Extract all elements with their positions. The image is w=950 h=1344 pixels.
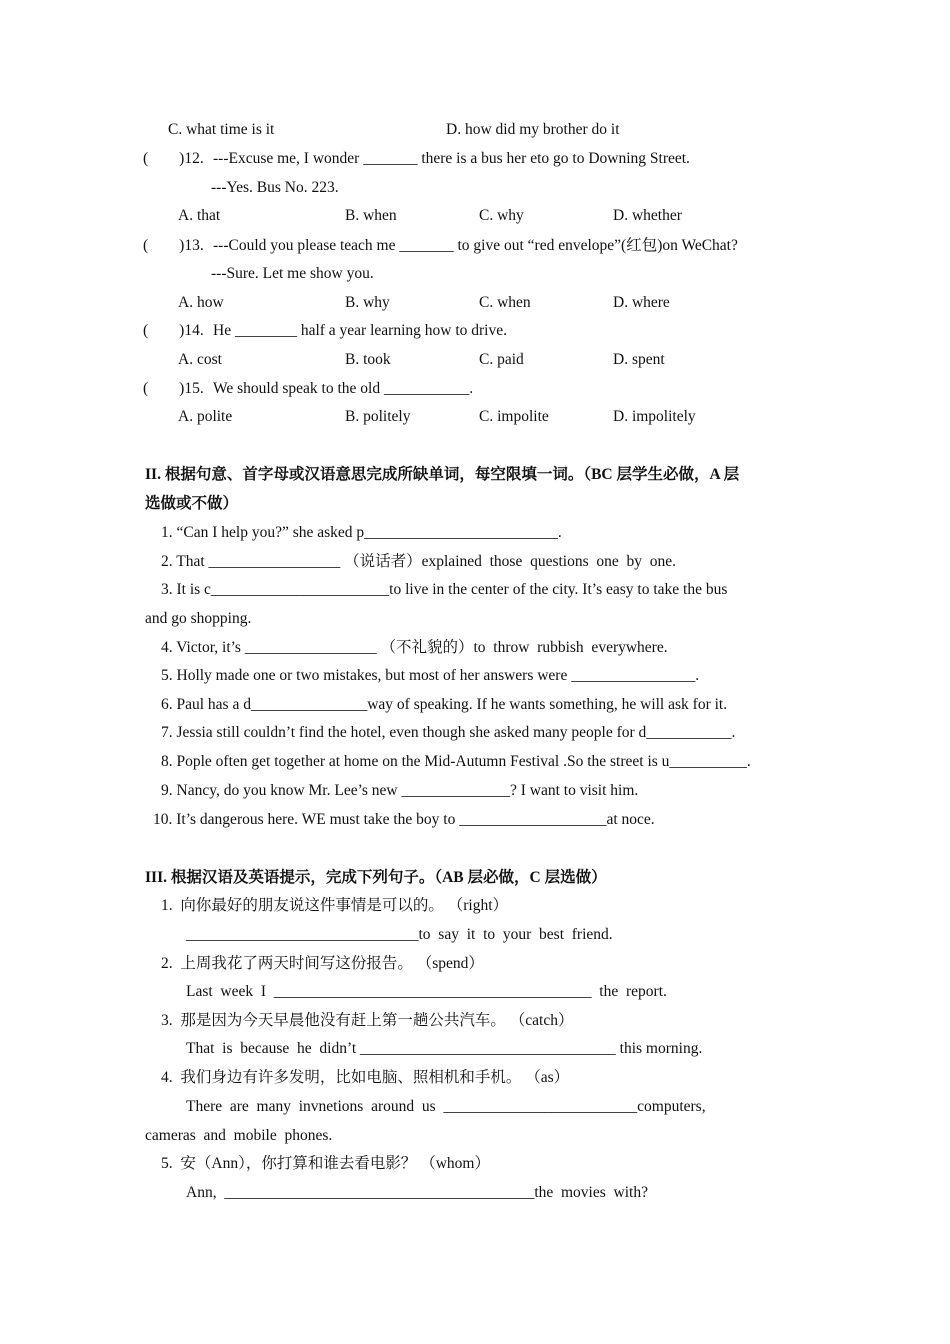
fill-item-9: 9. Nancy, do you know Mr. Lee’s new ______________? I want to visit him. xyxy=(161,782,639,799)
q12-paren: ( )12. xyxy=(143,150,204,167)
q15-paren: ( )15. xyxy=(143,380,204,397)
q11-option-c: C. what time is it xyxy=(168,121,275,138)
q14-stem: He ________ half a year learning how to drive. xyxy=(213,322,507,339)
q15-option-b: B. politely xyxy=(345,408,411,425)
translate-item-4-en: There are many invnetions around us _________________________computers, xyxy=(186,1098,706,1115)
fill-item-10: 10. It’s dangerous here. WE must take the boy to ___________________at noce. xyxy=(153,811,655,828)
q13-option-b: B. why xyxy=(345,294,390,311)
translate-item-1-en: ______________________________to say it to your best friend. xyxy=(186,926,613,943)
translate-item-2-en: Last week I _________________________________________ the report. xyxy=(186,983,667,1000)
fill-item-7: 7. Jessia still couldn’t find the hotel, even though she asked many people for d___________. xyxy=(161,724,736,741)
q14-option-a: A. cost xyxy=(178,351,222,368)
translate-item-1-cn: 1. 向你最好的朋友说这件事情是可以的。 （right） xyxy=(161,897,509,914)
q14-paren: ( )14. xyxy=(143,322,204,339)
q15-stem: We should speak to the old ___________. xyxy=(213,380,474,397)
q13-option-d: D. where xyxy=(613,294,670,311)
q12-stem: ---Excuse me, I wonder _______ there is a bus her eto go to Downing Street. xyxy=(213,150,690,167)
translate-item-3-cn: 3. 那是因为今天早晨他没有赶上第一趟公共汽车。 （catch） xyxy=(161,1012,574,1029)
translate-item-5-cn: 5. 安（Ann），你打算和谁去看电影？ （whom） xyxy=(161,1155,490,1172)
translate-item-4-cn: 4. 我们身边有许多发明，比如电脑、照相机和手机。 （as） xyxy=(161,1069,570,1086)
q15-option-d: D. impolitely xyxy=(613,408,696,425)
q11-option-d: D. how did my brother do it xyxy=(446,121,620,138)
section-2-heading-cont: 选做或不做） xyxy=(145,495,239,512)
fill-item-3-cont: and go shopping. xyxy=(145,610,252,627)
translate-item-3-en: That is because he didn’t _________________________________ this morning. xyxy=(186,1040,703,1057)
q13-option-c: C. when xyxy=(479,294,531,311)
fill-item-6: 6. Paul has a d_______________way of speaking. If he wants something, he will ask for it. xyxy=(161,696,728,713)
q12-option-b: B. when xyxy=(345,207,397,224)
fill-item-4: 4. Victor, it’s _________________ （不礼貌的）to throw rubbish everywhere. xyxy=(161,639,668,656)
q12-option-c: C. why xyxy=(479,207,524,224)
q14-option-b: B. took xyxy=(345,351,391,368)
q13-reply: ---Sure. Let me show you. xyxy=(211,265,374,282)
section-2-heading: II. 根据句意、首字母或汉语意思完成所缺单词，每空限填一词。（BC 层学生必做，A 层 xyxy=(145,466,740,483)
q13-paren: ( )13. xyxy=(143,237,204,254)
q13-option-a: A. how xyxy=(178,294,224,311)
q14-option-d: D. spent xyxy=(613,351,665,368)
q13-stem: ---Could you please teach me _______ to give out “red envelope”(红包)on WeChat? xyxy=(213,237,738,254)
q15-option-a: A. polite xyxy=(178,408,233,425)
q12-option-d: D. whether xyxy=(613,207,682,224)
fill-item-5: 5. Holly made one or two mistakes, but most of her answers were ________________. xyxy=(161,667,700,684)
fill-item-2: 2. That _________________ （说话者）explained those questions one by one. xyxy=(161,553,677,570)
translate-item-4-en-cont: cameras and mobile phones. xyxy=(145,1127,333,1144)
fill-item-1: 1. “Can I help you?” she asked p_________________________. xyxy=(161,524,562,541)
q12-reply: ---Yes. Bus No. 223. xyxy=(211,179,339,196)
fill-item-3: 3. It is c_______________________to live in the center of the city. It’s easy to take the bus xyxy=(161,581,728,598)
q15-option-c: C. impolite xyxy=(479,408,549,425)
translate-item-2-cn: 2. 上周我花了两天时间写这份报告。 （spend） xyxy=(161,955,484,972)
q12-option-a: A. that xyxy=(178,207,221,224)
section-3-heading: III. 根据汉语及英语提示，完成下列句子。（AB 层必做，C 层选做） xyxy=(145,869,607,886)
q14-option-c: C. paid xyxy=(479,351,524,368)
translate-item-5-en: Ann, ________________________________________the movies with? xyxy=(186,1184,648,1201)
fill-item-8: 8. Pople often get together at home on the Mid-Autumn Festival .So the street is u__________. xyxy=(161,753,751,770)
